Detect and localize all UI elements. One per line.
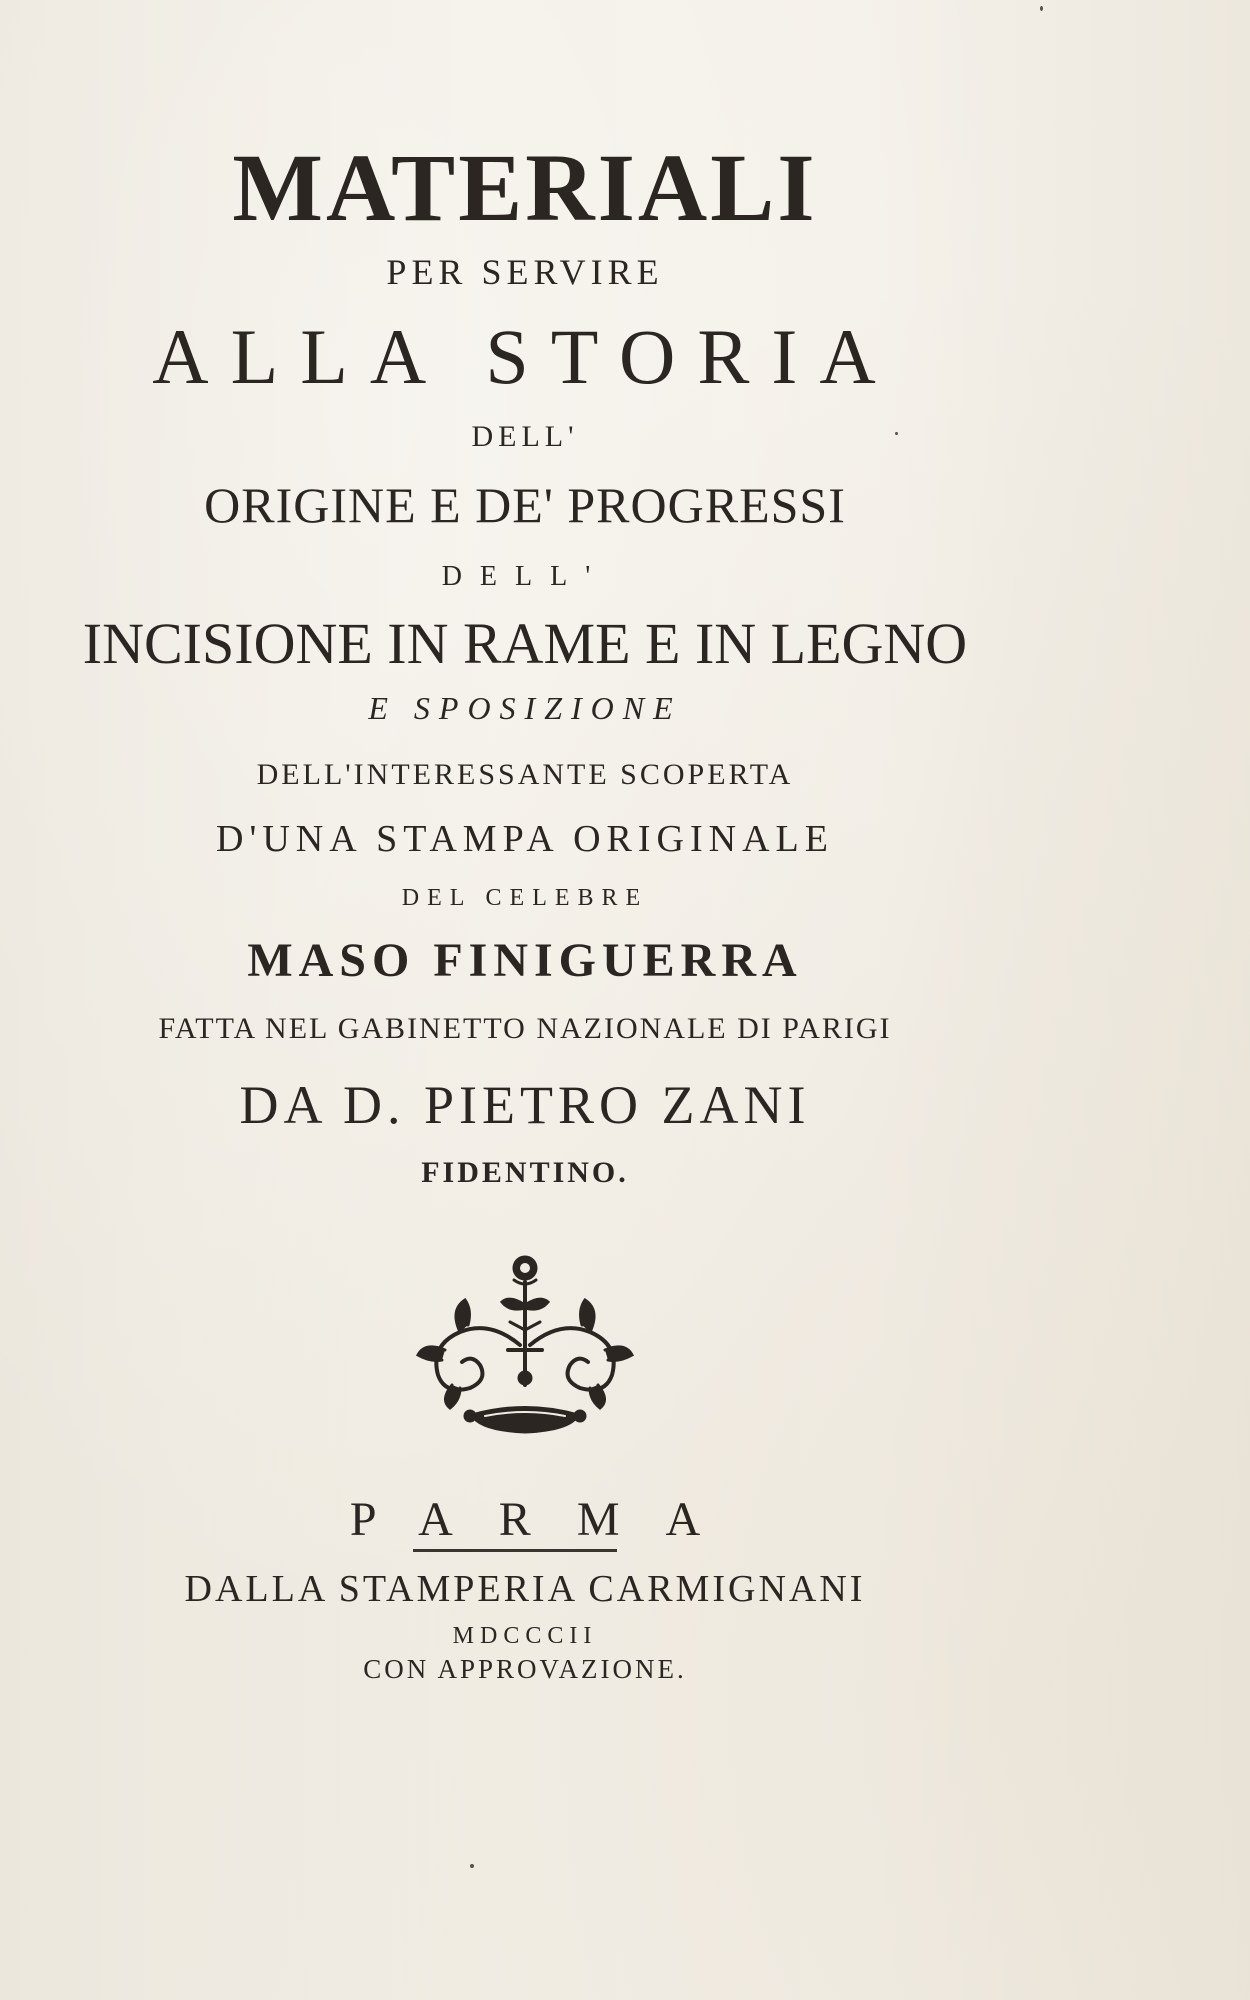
subtitle-incisione: INCISIONE IN RAME E IN LEGNO <box>82 611 968 676</box>
subtitle-dell-2: DELL' <box>441 561 609 592</box>
subtitle-fatta: FATTA NEL GABINETTO NAZIONALE DI PARIGI <box>158 1012 892 1045</box>
subtitle-alla-storia: ALLA STORIA <box>152 313 898 400</box>
imprint-approval: CON APPROVAZIONE. <box>363 1654 687 1684</box>
subtitle-origine: ORIGINE E DE' PROGRESSI <box>204 477 846 533</box>
subtitle-dell-1: DELL' <box>471 420 579 453</box>
author-line: DA D. PIETRO ZANI <box>239 1075 811 1135</box>
paper-speck <box>1040 6 1043 11</box>
book-title: MATERIALI <box>232 134 818 241</box>
subtitle-per-servire: PER SERVIRE <box>386 252 664 292</box>
floral-printer-ornament-icon <box>410 1250 640 1440</box>
subtitle-sposizione: E SPOSIZIONE <box>368 690 682 726</box>
imprint-place: PARMA <box>349 1493 747 1546</box>
subtitle-stampa: D'UNA STAMPA ORIGINALE <box>216 818 834 860</box>
imprint-rule <box>413 1549 617 1552</box>
subtitle-interessante: DELL'INTERESSANTE SCOPERTA <box>256 758 794 791</box>
imprint-year: MDCCCII <box>452 1623 598 1649</box>
imprint-printer: DALLA STAMPERIA CARMIGNANI <box>184 1568 866 1610</box>
subtitle-celebre: DEL CELEBRE <box>401 885 649 911</box>
subtitle-maso-finiguerra: MASO FINIGUERRA <box>247 934 803 987</box>
paper-speck <box>470 1864 474 1868</box>
author-origin: FIDENTINO. <box>421 1156 629 1189</box>
paper-speck <box>895 432 898 435</box>
